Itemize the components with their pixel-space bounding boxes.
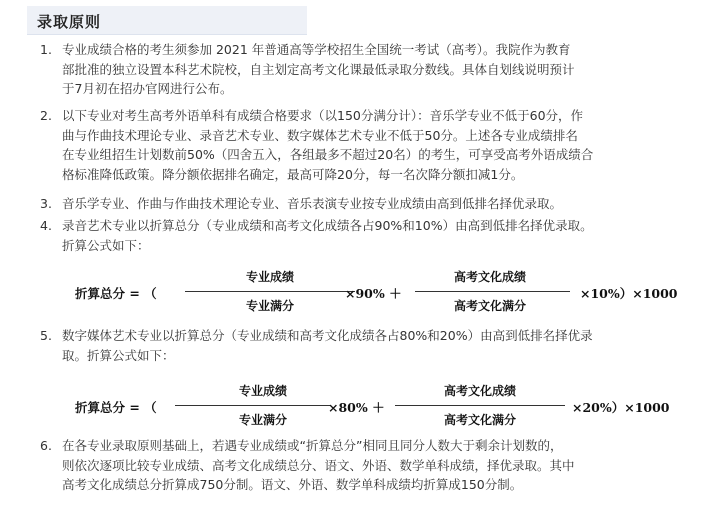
item-number: 5. [40, 328, 52, 343]
item-text [62, 40, 680, 99]
item-number: 3. [40, 196, 52, 211]
item-line: 在各专业录取原则基础上，若遇专业成绩或“折算总分”相同且同分人数大于剩余计划数的， [62, 438, 563, 453]
item-line: 格标准降低政策。降分额依据排名确定，最高可降20分，每一名次降分额扣减1分。 [62, 166, 524, 182]
list-item [40, 40, 680, 99]
item-line: 部批准的独立设置本科艺术院校，自主划定高考文化课最低录取分数线。具体自划线说明预计 [62, 61, 575, 77]
list-item [40, 194, 680, 214]
item-line: 数字媒体艺术专业以折算总分（专业成绩和高考文化成绩各占80%和20%）由高到低排名择优录 [62, 328, 593, 343]
item-line: 在专业组招生计划数前50%（四舍五入，各组最多不超过20名）的考生，可享受高考外语成绩合 [62, 147, 594, 162]
formula-operator: ×90% ＋ [345, 286, 402, 301]
formula-denominator: 高考文化满分 [443, 413, 516, 427]
item-number: 6. [40, 438, 52, 453]
formula-operator: ×10%）×1000 [580, 286, 678, 301]
formula-denominator: 高考文化满分 [453, 299, 526, 313]
item-line: 则依次逐项比较专业成绩、高考文化成绩总分、语文、外语、数学单科成绩，择优录取。其中 [62, 457, 575, 473]
formula-digital-media [60, 380, 680, 436]
formula-numerator: 专业成绩 [245, 270, 294, 284]
list-item [40, 106, 680, 184]
item-text [62, 194, 680, 214]
section-header [27, 6, 307, 35]
item-number: 4. [40, 218, 52, 233]
formula-numerator: 专业成绩 [238, 384, 287, 398]
formula-operator: ×20%）×1000 [572, 400, 670, 415]
item-line: 曲与作曲技术理论专业、录音艺术专业、数字媒体艺术专业不低于50分。上述各专业成绩排名 [62, 127, 578, 143]
item-number: 1. [40, 42, 52, 57]
item-text [62, 106, 680, 184]
formula-recording [60, 266, 680, 322]
fraction-line [185, 291, 355, 292]
item-line: 以下专业对考生高考外语单科有成绩合格要求（以150分满分计）：音乐学专业不低于60分，作 [62, 108, 584, 123]
list-item [40, 216, 680, 255]
formula-numerator: 高考文化成绩 [453, 270, 526, 284]
fraction-line [175, 405, 330, 406]
item-line: 专业成绩合格的考生须参加 2021 年普通高等学校招生全国统一考试（高考）。我院作为教育 [62, 42, 571, 57]
item-text [62, 326, 680, 365]
formula-denominator: 专业满分 [238, 413, 287, 427]
formula-operator: ×80% ＋ [328, 400, 385, 415]
item-line: 折算公式如下： [62, 237, 150, 253]
item-line: 取。折算公式如下： [62, 347, 175, 363]
item-line: 于7月初在招办官网进行公布。 [62, 81, 233, 96]
item-text [62, 216, 680, 255]
list-item [40, 436, 680, 495]
fraction-line [415, 291, 570, 292]
formula-denominator: 专业满分 [245, 299, 294, 313]
item-line: 录音艺术专业以折算总分（专业成绩和高考文化成绩各占90%和10%）由高到低排名择优录取。 [62, 218, 593, 233]
item-number: 2. [40, 108, 52, 123]
fraction-line [395, 405, 565, 406]
item-line: 高考文化成绩总分折算成750分制。语文、外语、数学单科成绩均折算成150分制。 [62, 477, 523, 492]
formula-numerator: 高考文化成绩 [443, 384, 516, 398]
item-text [62, 436, 680, 495]
formula-lead: 折算总分 = （ [75, 400, 157, 415]
formula-lead: 折算总分 = （ [75, 286, 157, 301]
item-line: 音乐学专业、作曲与作曲技术理论专业、音乐表演专业按专业成绩由高到低排名择优录取。 [62, 196, 563, 211]
section-title: 录取原则 [37, 13, 102, 31]
list-item [40, 326, 680, 365]
